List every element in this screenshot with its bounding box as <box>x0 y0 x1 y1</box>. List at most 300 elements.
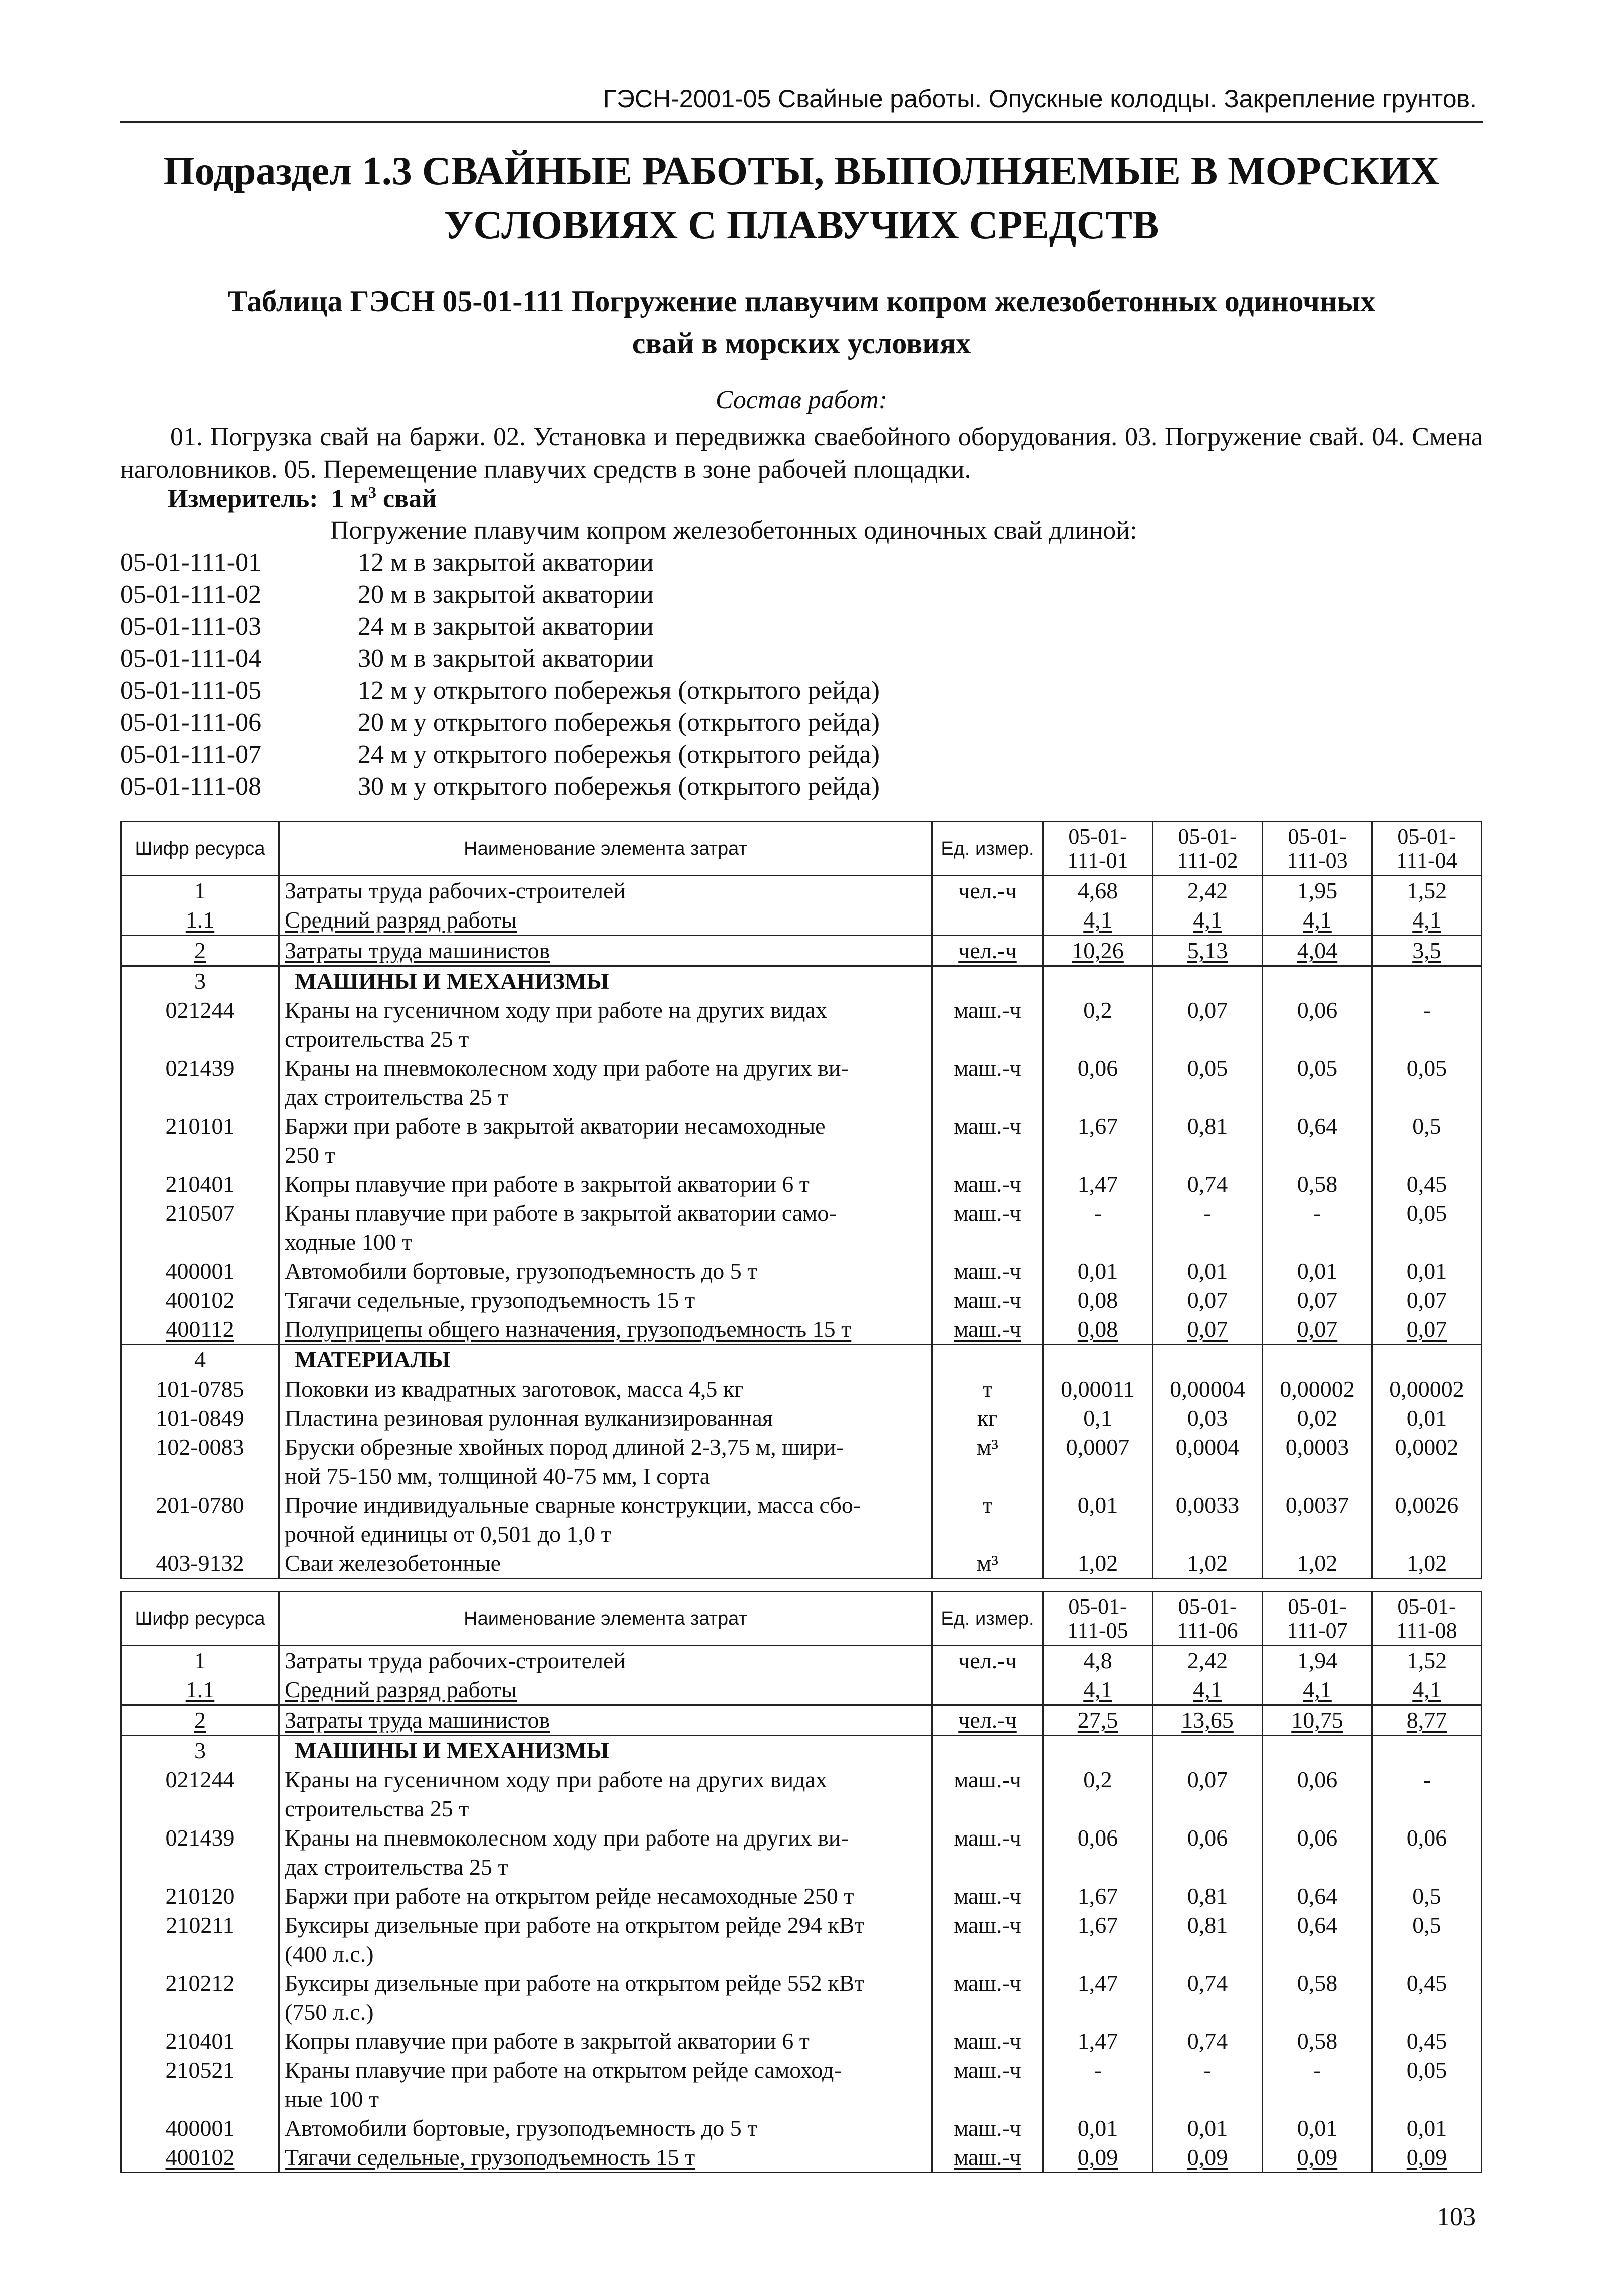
value-col-4: 0,01 <box>1372 1404 1482 1433</box>
resource-code: 210401 <box>121 2027 279 2056</box>
value-col-4: 0,07 <box>1372 1286 1482 1315</box>
value-col-4: 4,1 <box>1372 905 1482 936</box>
table-2-body <box>121 1646 1482 2173</box>
value-col-3: 0,06 <box>1263 996 1372 1054</box>
resource-unit: маш.-ч <box>932 1911 1043 1969</box>
resource-unit: маш.-ч <box>932 1969 1043 2027</box>
value-col-1: 0,01 <box>1043 1257 1153 1286</box>
table-row <box>121 1374 1482 1404</box>
value-col-3: 4,04 <box>1263 936 1372 966</box>
resource-code: 1.1 <box>121 1675 279 1705</box>
measure-label: Измеритель: <box>168 484 318 513</box>
table-title-line-2: свай в морских условиях <box>632 327 971 360</box>
resource-unit: маш.-ч <box>932 1765 1043 1823</box>
value-col-4: 3,5 <box>1372 936 1482 966</box>
resource-name-line-1: Копры плавучие при работе в закрытой акватории 6 т <box>285 1171 810 1197</box>
value-col-4 <box>1372 1345 1482 1375</box>
resource-name <box>279 1549 932 1579</box>
resource-name <box>279 1257 932 1286</box>
resource-code: 101-0849 <box>121 1404 279 1433</box>
value-col-4: 0,5 <box>1372 1911 1482 1969</box>
resource-name-line-1: Затраты труда машинистов <box>285 938 550 963</box>
value-col-1: 4,1 <box>1043 1675 1153 1705</box>
resource-name-line-2: дах строительства 25 т <box>285 1854 508 1880</box>
resource-unit: т <box>932 1374 1043 1404</box>
resource-unit: чел.-ч <box>932 876 1043 906</box>
header-col-2: 05-01- 111-02 <box>1153 822 1263 876</box>
table-row <box>121 2143 1482 2173</box>
resource-name <box>279 1404 932 1433</box>
resource-name-line-1: Краны на гусеничном ходу при работе на других видах <box>285 1767 827 1792</box>
resource-code: 021439 <box>121 1823 279 1882</box>
resource-name-line-2: 250 т <box>285 1142 335 1168</box>
resource-code: 210507 <box>121 1199 279 1257</box>
code-list-item <box>120 643 880 675</box>
resource-unit <box>932 1345 1043 1375</box>
table-row <box>121 1969 1482 2027</box>
value-col-2: 0,81 <box>1153 1882 1263 1911</box>
table-row <box>121 1736 1482 1766</box>
value-col-2: 0,00004 <box>1153 1374 1263 1404</box>
table-row <box>121 2056 1482 2114</box>
resource-name-line-1: Краны плавучие при работе на открытом рейде самоход- <box>285 2057 842 2083</box>
code-description: 12 м в закрытой акватории <box>358 548 654 577</box>
value-col-2 <box>1153 966 1263 996</box>
resource-unit: маш.-ч <box>932 1882 1043 1911</box>
value-col-1: 0,06 <box>1043 1054 1153 1112</box>
value-col-2: 0,01 <box>1153 1257 1263 1286</box>
resource-unit: маш.-ч <box>932 996 1043 1054</box>
resource-name-line-1: Буксиры дизельные при работе на открытом рейде 294 кВт <box>285 1912 865 1938</box>
header-col-4: 05-01- 111-08 <box>1372 1592 1482 1646</box>
value-col-1: 0,09 <box>1043 2143 1153 2173</box>
resource-code: 101-0785 <box>121 1374 279 1404</box>
value-col-2: 2,42 <box>1153 876 1263 906</box>
value-col-3: 0,06 <box>1263 1765 1372 1823</box>
value-col-2: 0,81 <box>1153 1911 1263 1969</box>
codes-intro: Погружение плавучим копром железобетонных одиночных свай длиной: <box>330 516 1137 545</box>
value-col-3: 0,01 <box>1263 2114 1372 2143</box>
resource-code: 403-9132 <box>121 1549 279 1579</box>
value-col-4: 0,01 <box>1372 1257 1482 1286</box>
resource-unit: маш.-ч <box>932 1112 1043 1170</box>
resource-name-line-1: Буксиры дизельные при работе на открытом рейде 552 кВт <box>285 1970 865 1996</box>
value-col-1: 1,02 <box>1043 1549 1153 1579</box>
header-col-3: 05-01- 111-07 <box>1263 1592 1372 1646</box>
resource-name <box>279 1170 932 1199</box>
value-col-4: 0,45 <box>1372 1969 1482 2027</box>
value-col-3: 0,64 <box>1263 1112 1372 1170</box>
resource-code: 210101 <box>121 1112 279 1170</box>
value-col-1: 1,47 <box>1043 1969 1153 2027</box>
resource-name <box>279 936 932 966</box>
value-col-3 <box>1263 966 1372 996</box>
value-col-2: - <box>1153 2056 1263 2114</box>
table-row <box>121 1911 1482 1969</box>
resource-name <box>279 2143 932 2173</box>
resource-name-line-2: ходные 100 т <box>285 1229 413 1255</box>
resource-code: 3 <box>121 966 279 996</box>
resource-name <box>279 1345 932 1375</box>
value-col-2 <box>1153 1736 1263 1766</box>
resource-unit: маш.-ч <box>932 1170 1043 1199</box>
value-col-1: 0,08 <box>1043 1315 1153 1345</box>
table-row <box>121 1549 1482 1579</box>
resource-code: 021244 <box>121 996 279 1054</box>
resource-code: 400112 <box>121 1315 279 1345</box>
resource-name <box>279 1374 932 1404</box>
code-list-item <box>120 611 880 643</box>
header-unit: Ед. измер. <box>932 1592 1043 1646</box>
header-name: Наименование элемента затрат <box>279 822 932 876</box>
value-col-1: 0,00011 <box>1043 1374 1153 1404</box>
resource-name-line-2: рочной единицы от 0,501 до 1,0 т <box>285 1521 611 1547</box>
resource-name <box>279 1736 932 1766</box>
value-col-3: 0,64 <box>1263 1911 1372 1969</box>
value-col-4 <box>1372 1736 1482 1766</box>
value-col-1 <box>1043 1736 1153 1766</box>
code-description: 30 м у открытого побережья (открытого рейда) <box>358 772 880 801</box>
value-col-3: 0,58 <box>1263 2027 1372 2056</box>
code-id: 05-01-111-01 <box>120 548 262 577</box>
value-col-3: 0,05 <box>1263 1054 1372 1112</box>
value-col-2: 0,06 <box>1153 1823 1263 1882</box>
resource-name <box>279 1433 932 1491</box>
value-col-3: 10,75 <box>1263 1705 1372 1736</box>
code-list-item <box>120 739 880 771</box>
subsection-title <box>120 144 1483 252</box>
resource-name <box>279 1112 932 1170</box>
resource-code: 210120 <box>121 1882 279 1911</box>
header-col-3: 05-01- 111-03 <box>1263 822 1372 876</box>
resource-name-line-1: Краны на гусеничном ходу при работе на других видах <box>285 997 827 1023</box>
code-id: 05-01-111-07 <box>120 740 262 769</box>
resource-unit: маш.-ч <box>932 2056 1043 2114</box>
value-col-1: 4,1 <box>1043 905 1153 936</box>
resource-unit: маш.-ч <box>932 1199 1043 1257</box>
resource-name <box>279 1882 932 1911</box>
subsection-title-line-2: УСЛОВИЯХ С ПЛАВУЧИХ СРЕДСТВ <box>444 203 1159 247</box>
value-col-4: 0,0002 <box>1372 1433 1482 1491</box>
resource-name-line-1: МАТЕРИАЛЫ <box>295 1347 451 1372</box>
value-col-3 <box>1263 1736 1372 1766</box>
value-col-3: 0,58 <box>1263 1969 1372 2027</box>
resource-name-line-1: Полуприцепы общего назначения, грузоподъемность 15 т <box>285 1316 852 1342</box>
value-col-4: 0,5 <box>1372 1882 1482 1911</box>
header-col-4: 05-01- 111-04 <box>1372 822 1482 876</box>
value-col-1: 0,01 <box>1043 1491 1153 1549</box>
resource-code: 1 <box>121 876 279 906</box>
table-row <box>121 1765 1482 1823</box>
value-col-3: 0,0003 <box>1263 1433 1372 1491</box>
value-col-1: 0,0007 <box>1043 1433 1153 1491</box>
resource-code: 2 <box>121 936 279 966</box>
value-col-1: 0,01 <box>1043 2114 1153 2143</box>
table-row <box>121 1054 1482 1112</box>
value-col-4: 1,02 <box>1372 1549 1482 1579</box>
value-col-3: 0,64 <box>1263 1882 1372 1911</box>
value-col-2: 13,65 <box>1153 1705 1263 1736</box>
table-row <box>121 1646 1482 1676</box>
code-description: 20 м в закрытой акватории <box>358 580 654 609</box>
value-col-3: 0,02 <box>1263 1404 1372 1433</box>
value-col-1: 1,67 <box>1043 1882 1153 1911</box>
value-col-1: 0,06 <box>1043 1823 1153 1882</box>
header-code: Шифр ресурса <box>121 822 279 876</box>
table-row <box>121 1491 1482 1549</box>
resource-unit: м³ <box>932 1549 1043 1579</box>
table-1-body <box>121 876 1482 1579</box>
value-col-4: 0,07 <box>1372 1315 1482 1345</box>
measure-superscript: 3 <box>368 483 377 501</box>
resource-name-line-1: Краны плавучие при работе в закрытой акватории само- <box>285 1200 837 1226</box>
value-col-2: 0,07 <box>1153 1286 1263 1315</box>
resource-name-line-1: Средний разряд работы <box>285 907 517 933</box>
value-col-1: 1,47 <box>1043 1170 1153 1199</box>
resource-table-1 <box>120 821 1482 1579</box>
table-title <box>120 280 1483 364</box>
resource-unit: чел.-ч <box>932 936 1043 966</box>
resource-name <box>279 1765 932 1823</box>
code-description: 30 м в закрытой акватории <box>358 644 654 673</box>
resource-name-line-1: Баржи при работе в закрытой акватории несамоходные <box>285 1113 826 1139</box>
header-unit: Ед. измер. <box>932 822 1043 876</box>
code-description: 24 м у открытого побережья (открытого рейда) <box>358 740 880 769</box>
resource-name <box>279 1199 932 1257</box>
value-col-3: 4,1 <box>1263 905 1372 936</box>
resource-unit: маш.-ч <box>932 1823 1043 1882</box>
value-col-1: 10,26 <box>1043 936 1153 966</box>
value-col-4: 0,45 <box>1372 2027 1482 2056</box>
resource-name-line-1: Тягачи седельные, грузоподъемность 15 т <box>285 2144 695 2170</box>
value-col-2: 0,07 <box>1153 1315 1263 1345</box>
resource-name <box>279 2056 932 2114</box>
resource-unit: маш.-ч <box>932 2143 1043 2173</box>
resource-name-line-1: Пластина резиновая рулонная вулканизированная <box>285 1405 773 1431</box>
header-col-1: 05-01- 111-01 <box>1043 822 1153 876</box>
code-id: 05-01-111-08 <box>120 772 262 801</box>
table-row <box>121 1257 1482 1286</box>
value-col-1: 0,2 <box>1043 1765 1153 1823</box>
table-title-line-1: Таблица ГЭСН 05-01-111 Погружение плавучим копром железобетонных одиночных <box>227 285 1376 318</box>
value-col-4: 1,52 <box>1372 876 1482 906</box>
value-col-3: 0,0037 <box>1263 1491 1372 1549</box>
code-description: 24 м в закрытой акватории <box>358 612 654 641</box>
resource-name <box>279 1491 932 1549</box>
value-col-1: 0,08 <box>1043 1286 1153 1315</box>
value-col-4: 0,5 <box>1372 1112 1482 1170</box>
value-col-2: 0,01 <box>1153 2114 1263 2143</box>
resource-name-line-2: дах строительства 25 т <box>285 1084 508 1110</box>
resource-name-line-1: Краны на пневмоколесном ходу при работе на других ви- <box>285 1825 849 1851</box>
resource-name <box>279 996 932 1054</box>
value-col-4: 0,06 <box>1372 1823 1482 1882</box>
value-col-1 <box>1043 966 1153 996</box>
value-col-4: - <box>1372 996 1482 1054</box>
resource-name <box>279 1969 932 2027</box>
resource-name-line-1: МАШИНЫ И МЕХАНИЗМЫ <box>295 1738 609 1763</box>
resource-unit: маш.-ч <box>932 1315 1043 1345</box>
resource-name <box>279 966 932 996</box>
resource-code: 210212 <box>121 1969 279 2027</box>
resource-code: 400001 <box>121 2114 279 2143</box>
value-col-2: 0,74 <box>1153 2027 1263 2056</box>
resource-name <box>279 2027 932 2056</box>
value-col-3 <box>1263 1345 1372 1375</box>
resource-name-line-1: Тягачи седельные, грузоподъемность 15 т <box>285 1287 695 1313</box>
value-col-1: 27,5 <box>1043 1705 1153 1736</box>
resource-code: 2 <box>121 1705 279 1736</box>
value-col-4: 0,0026 <box>1372 1491 1482 1549</box>
value-col-2: 4,1 <box>1153 1675 1263 1705</box>
resource-name <box>279 1315 932 1345</box>
value-col-4: 0,00002 <box>1372 1374 1482 1404</box>
resource-name <box>279 1054 932 1112</box>
value-col-3: 0,58 <box>1263 1170 1372 1199</box>
page-number: 103 <box>1437 2203 1476 2231</box>
code-description: 12 м у открытого побережья (открытого рейда) <box>358 676 880 705</box>
code-description: 20 м у открытого побережья (открытого рейда) <box>358 708 880 737</box>
value-col-2: 0,74 <box>1153 1170 1263 1199</box>
resource-name-line-1: Автомобили бортовые, грузоподъемность до 5 т <box>285 1258 758 1284</box>
value-col-4: 1,52 <box>1372 1646 1482 1676</box>
value-col-4: 4,1 <box>1372 1675 1482 1705</box>
resource-code: 4 <box>121 1345 279 1375</box>
resource-name-line-2: строительства 25 т <box>285 1796 469 1821</box>
code-id: 05-01-111-06 <box>120 708 262 737</box>
value-col-2: 5,13 <box>1153 936 1263 966</box>
table-row <box>121 936 1482 966</box>
value-col-2: 1,02 <box>1153 1549 1263 1579</box>
value-col-3: 1,95 <box>1263 876 1372 906</box>
value-col-2: 0,05 <box>1153 1054 1263 1112</box>
code-id: 05-01-111-02 <box>120 580 262 609</box>
code-id: 05-01-111-05 <box>120 676 262 705</box>
resource-name-line-1: Баржи при работе на открытом рейде несамоходные 250 т <box>285 1883 854 1909</box>
running-header: ГЭСН-2001-05 Свайные работы. Опускные колодцы. Закрепление грунтов. <box>603 85 1477 113</box>
resource-code: 021439 <box>121 1054 279 1112</box>
value-col-3: 4,1 <box>1263 1675 1372 1705</box>
resource-unit <box>932 966 1043 996</box>
resource-code: 1.1 <box>121 905 279 936</box>
table-row <box>121 1675 1482 1705</box>
value-col-1: 4,68 <box>1043 876 1153 906</box>
resource-name-line-2: (400 л.с.) <box>285 1941 374 1967</box>
value-col-4: 0,05 <box>1372 2056 1482 2114</box>
resource-name-line-2: ной 75-150 мм, толщиной 40-75 мм, I сорта <box>285 1463 710 1489</box>
resource-name <box>279 1286 932 1315</box>
resource-code: 3 <box>121 1736 279 1766</box>
header-col-2: 05-01- 111-06 <box>1153 1592 1263 1646</box>
table-row <box>121 1112 1482 1170</box>
value-col-1: - <box>1043 1199 1153 1257</box>
value-col-3: 0,07 <box>1263 1286 1372 1315</box>
resource-code: 102-0083 <box>121 1433 279 1491</box>
resource-unit: маш.-ч <box>932 2027 1043 2056</box>
resource-table-2 <box>120 1591 1482 2173</box>
value-col-4: 0,01 <box>1372 2114 1482 2143</box>
resource-name-line-1: Поковки из квадратных заготовок, масса 4,5 кг <box>285 1376 744 1402</box>
value-col-1: 4,8 <box>1043 1646 1153 1676</box>
header-rule <box>120 121 1483 123</box>
table-row <box>121 1882 1482 1911</box>
code-list-item <box>120 579 880 611</box>
value-col-1: 1,47 <box>1043 2027 1153 2056</box>
resource-name-line-1: Средний разряд работы <box>285 1677 517 1702</box>
resource-name <box>279 876 932 906</box>
resource-name-line-1: Автомобили бортовые, грузоподъемность до 5 т <box>285 2115 758 2141</box>
header-name: Наименование элемента затрат <box>279 1592 932 1646</box>
resource-name-line-1: МАШИНЫ И МЕХАНИЗМЫ <box>295 968 609 994</box>
header-col-1: 05-01- 111-05 <box>1043 1592 1153 1646</box>
value-col-3: - <box>1263 2056 1372 2114</box>
value-col-2: 0,74 <box>1153 1969 1263 2027</box>
code-list-item <box>120 675 880 707</box>
resource-name <box>279 1705 932 1736</box>
value-col-3: 1,02 <box>1263 1549 1372 1579</box>
value-col-3: 0,01 <box>1263 1257 1372 1286</box>
table-row <box>121 1199 1482 1257</box>
resource-name <box>279 905 932 936</box>
codes-list <box>120 547 880 803</box>
resource-code: 400102 <box>121 1286 279 1315</box>
value-col-3: 1,94 <box>1263 1646 1372 1676</box>
resource-name <box>279 1823 932 1882</box>
value-col-2: 4,1 <box>1153 905 1263 936</box>
resource-name-line-1: Копры плавучие при работе в закрытой акватории 6 т <box>285 2028 810 2054</box>
resource-code: 210521 <box>121 2056 279 2114</box>
resource-unit <box>932 1736 1043 1766</box>
resource-unit: маш.-ч <box>932 1286 1043 1315</box>
table-row <box>121 1315 1482 1345</box>
value-col-4: - <box>1372 1765 1482 1823</box>
resource-name <box>279 1646 932 1676</box>
table-row <box>121 1404 1482 1433</box>
resource-code: 400001 <box>121 1257 279 1286</box>
value-col-3: - <box>1263 1199 1372 1257</box>
table-row <box>121 1345 1482 1375</box>
value-col-4: 8,77 <box>1372 1705 1482 1736</box>
value-col-3: 0,07 <box>1263 1315 1372 1345</box>
resource-code: 400102 <box>121 2143 279 2173</box>
resource-name-line-1: Бруски обрезные хвойных пород длиной 2-3,75 м, шири- <box>285 1434 844 1460</box>
header-code: Шифр ресурса <box>121 1592 279 1646</box>
resource-name-line-1: Затраты труда машинистов <box>285 1707 550 1733</box>
code-id: 05-01-111-03 <box>120 612 262 641</box>
resource-name-line-1: Затраты труда рабочих-строителей <box>285 1648 626 1673</box>
measure-unit <box>168 483 437 513</box>
measure-value: 1 м <box>331 484 369 513</box>
resource-name <box>279 2114 932 2143</box>
code-list-item <box>120 707 880 739</box>
value-col-3: 0,00002 <box>1263 1374 1372 1404</box>
value-col-2: 0,03 <box>1153 1404 1263 1433</box>
value-col-4: 0,09 <box>1372 2143 1482 2173</box>
resource-name-line-1: Прочие индивидуальные сварные конструкции, масса сбо- <box>285 1492 861 1518</box>
resource-unit: т <box>932 1491 1043 1549</box>
resource-unit: чел.-ч <box>932 1705 1043 1736</box>
resource-name-line-2: ные 100 т <box>285 2086 379 2112</box>
resource-name-line-1: Затраты труда рабочих-строителей <box>285 878 626 903</box>
value-col-2: 0,0033 <box>1153 1491 1263 1549</box>
resource-unit: маш.-ч <box>932 2114 1043 2143</box>
value-col-1: 1,67 <box>1043 1112 1153 1170</box>
value-col-1: - <box>1043 2056 1153 2114</box>
resource-code: 021244 <box>121 1765 279 1823</box>
table-row <box>121 1286 1482 1315</box>
subsection-title-line-1: Подраздел 1.3 СВАЙНЫЕ РАБОТЫ, ВЫПОЛНЯЕМЫЕ В МОРСКИХ <box>163 149 1440 193</box>
value-col-4: 0,05 <box>1372 1054 1482 1112</box>
